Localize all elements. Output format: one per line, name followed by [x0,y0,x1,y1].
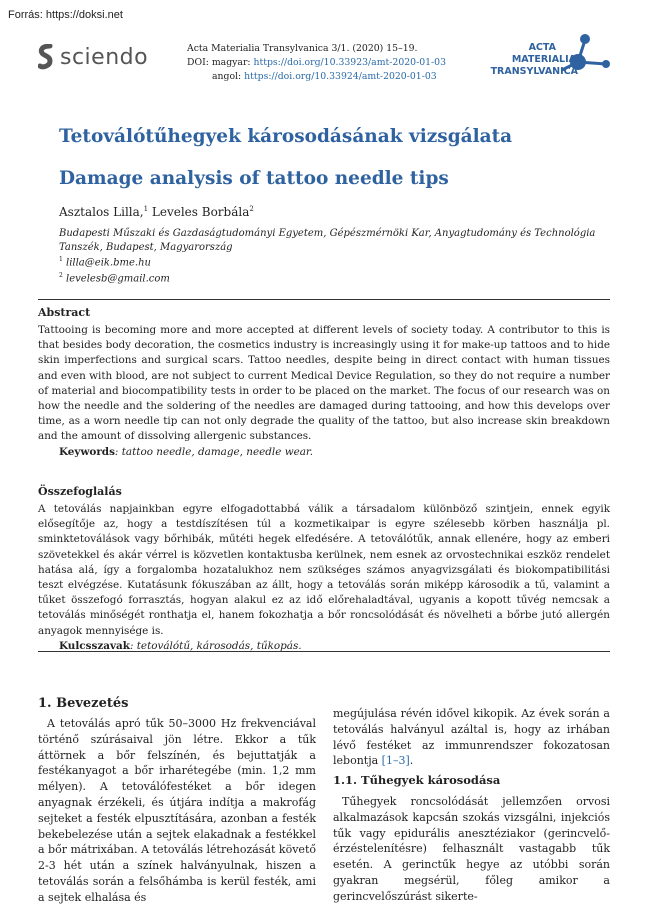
title-en: Damage analysis of tattoo needle tips [59,168,449,189]
journal-info [187,42,446,84]
abstract-text [38,323,610,460]
abstract-body: Tattooing is becoming more and more accepted at different levels of society today. A contributor to this is that besides body decoration, the cosmetics industry is increasingly using it for make-up tattoos and to hide skin imperfections and surgical scars. Tattoo needles, despite being in direct contact with human tissues and even with blood, are not subject to current Medical Device Regulation, so they do not require a number of material and biocompatibility tests in order to be placed on the market. The focus of our research was on how the needle and the soldering of the needles are damaged during tattooing, and how this develops over time, as a worn needle tip can not only degrade the quality of the tattoo, but also increase skin breakdown and the amount of dissolving allergenic substances. [38,324,610,443]
amt-logo [466,32,616,82]
doi-en-label: angol: [212,71,242,82]
author-2: Leveles Borbála [148,205,250,219]
section-1-left-text: A tetoválás apró tűk 50–3000 Hz frekvenciával történő szúrásaival jön létre. Ekkor a tűk áttörnek a bőr felszínén, és bejuttatják a festékanyagot a bőr irharétegébe (min. 1,2 mm mélyen). A tetoválófestéket a bőr idegen anyagnak érzékeli, és útjára indítja a makrofág sejteket a festék elpusztítására, azonban a festék bekebelezése után a sejtek elakadnak a festékkel a bőr mátrixában. A tetoválás létrehozását követő 2-3 hét után a színek halványulnak, hiszen a tetoválás során a felsőhámba is kerül festék, ami a sejtek elhalása és [38,717,316,904]
email-2 [59,272,170,284]
section-1-right-body: megújulása révén idővel kikopik. Az évek során a tetoválás halványul azáltal is, hogy az irhában lévő festéket az immunrendszer fokozatosan lebontja [333,707,610,768]
osszefoglalas-text [38,502,610,654]
doi-hu-label: DOI: magyar: [187,57,251,68]
author-2-sup: 2 [249,205,254,213]
keywords-label: Keywords [59,445,115,458]
doi-en-line [187,70,446,84]
section-1-1-text: Tűhegyek roncsolódását jellemzően orvosi alkalmazások kapcsán szokás vizsgálni, injekciós tűk vagy epidurális anesztéziakor (gerincvelő-érzéstelenítésre) felhasznált vastagabb tűk esetén. A gerinctűk hegye az utóbbi során gyakran megsérül, főleg amikor a gerincvelőszúrást sikerte- [333,795,610,903]
divider-bottom [38,651,610,652]
author-1: Asztalos Lilla, [59,205,144,219]
kulcsszavak-label: Kulcsszavak [59,639,130,652]
osszefoglalas-heading: Összefoglalás [38,485,122,498]
author-1-sup: 1 [143,205,149,213]
abstract-keywords [38,445,610,460]
citation-ref[interactable]: [1–3] [381,754,410,768]
keywords-text: : tattoo needle, damage, needle wear. [114,445,314,458]
doi-hu-link[interactable]: https://doi.org/10.33923/amt-2020-01-03 [253,57,447,68]
authors [59,205,254,219]
source-note: Forrás: https://doksi.net [8,9,123,21]
amt-logo-line1: ACTA [528,42,556,53]
amt-logo-line2: MATERIALIA [511,54,576,65]
section-1-right-text [333,706,610,769]
sciendo-s-icon [38,44,54,70]
journal-citation: Acta Materialia Transylvanica 3/1. (2020) 15–19. [187,43,418,54]
email-1 [59,256,151,268]
section-1-1-heading: 1.1. Tűhegyek károsodása [333,773,501,787]
email-1-sup: 1 [59,256,63,263]
doi-en-link[interactable]: https://doi.org/10.33924/amt-2020-01-03 [244,71,437,82]
osszefoglalas-body: A tetoválás napjainkban egyre elfogadottabbá válik a társadalom különböző szintjein, ennek egyik elősegítője az, hogy a testdíszítésen túl a kozmetikaipar is egyre szélesebb körben használja pl. sminktetoválások vagy bőrhibák, műtéti hegek elfedésére. A tetoválótűk, annak ellenére, hogy az emberi szövetekkel és akár vérrel is közvetlen kontaktusba kerülnek, nem esnek az orvostechnikai eszköz rendelet hatása alá, így a forgalomba hozatalukhoz nem szükséges számos anyagvizsgálati és biokompatibilitási teszt elvégzése. Kutatásunk fókuszában az állt, hogy a tetoválás során miképp károsodik a tű, valamint a tűket összefogó forrasztás, hogyan alakul ez az idő előrehaladtával, ugyanis a kopott tűvég nemcsak a tetoválás minőségét ronthatja el, hanem fokozhatja a bőr roncsolódását és növelheti a bőrbe jutó allergén anyagok mennyisége is. [38,503,610,637]
title-hu: Tetoválótűhegyek károsodásának vizsgálata [59,126,513,147]
kulcsszavak-text: : tetoválótű, károsodás, tűkopás. [129,639,302,652]
section-1-heading: 1. Bevezetés [38,696,129,711]
sciendo-logo-text: sciendo [60,44,149,70]
section-1-right-end: . [409,754,414,768]
email-2-text: levelesb@gmail.com [66,273,170,285]
affiliation: Budapesti Műszaki és Gazdaságtudományi Egyetem, Gépészmérnöki Kar, Anyagtudomány és Technológia Tanszék, Budapest, Magyarország [59,228,596,253]
abstract-heading: Abstract [38,306,91,319]
doi-hu-line [187,56,446,70]
email-2-sup: 2 [59,272,63,279]
divider-top [38,299,610,300]
amt-logo-line3: TRANSYLVANICA [490,66,578,77]
sciendo-logo [38,44,148,70]
email-1-text: lilla@eik.bme.hu [66,257,151,269]
